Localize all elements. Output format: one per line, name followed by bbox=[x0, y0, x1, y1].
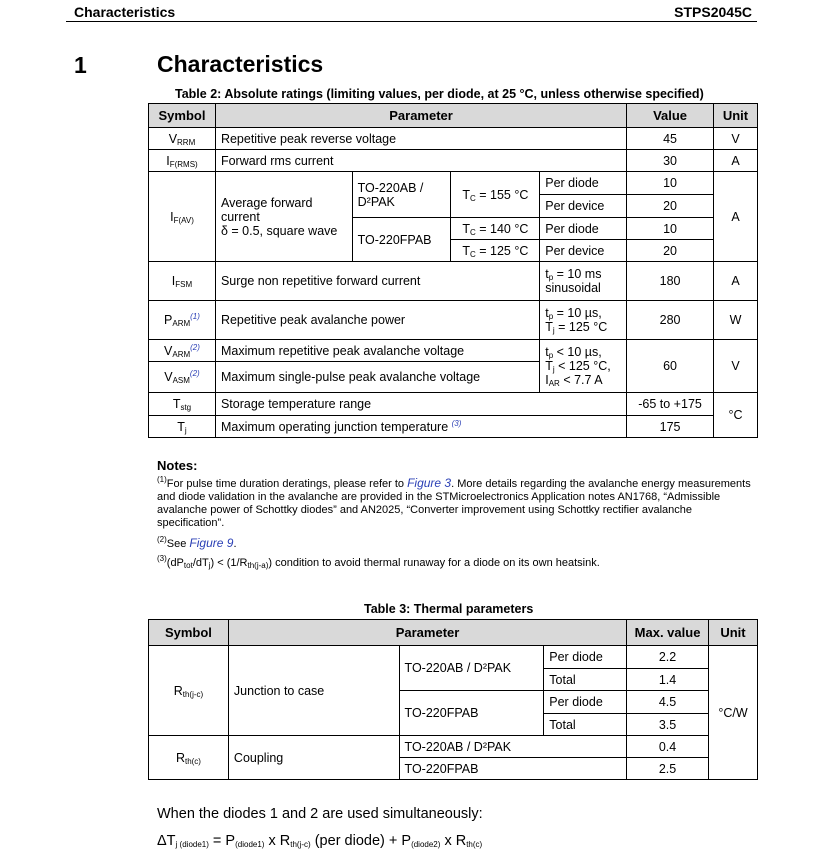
unit-ifrms: A bbox=[713, 150, 757, 172]
symbol-varm: $V_{ARM}^{(2)}$ bbox=[149, 340, 216, 362]
col-header-unit: Unit bbox=[713, 104, 757, 128]
unit-ifsm: A bbox=[713, 262, 757, 301]
package-to220fpab: TO-220FPAB bbox=[399, 691, 544, 736]
col-header-parameter: Parameter bbox=[215, 104, 626, 128]
header-rule bbox=[66, 21, 757, 22]
col-header-value: Value bbox=[627, 104, 714, 128]
value-ifrms: 30 bbox=[627, 150, 714, 172]
tc-125: $T_C = 125$ °C bbox=[451, 240, 540, 262]
table3-caption: Table 3: Thermal parameters bbox=[364, 602, 534, 616]
value-vrrm: 45 bbox=[627, 128, 714, 150]
table-row bbox=[149, 416, 758, 438]
param-ifsm: Surge non repetitive forward current bbox=[215, 262, 539, 301]
total-label: Total bbox=[544, 669, 627, 691]
value-ifav-4: 20 bbox=[627, 240, 714, 262]
unit-ifav: A bbox=[713, 172, 757, 262]
note-1: $^{(1)}$For pulse time duration deratings, please refer to Figure 3. More details regarding the avalanche energy measurements and diode validation in the avalanche are provided in the STMicroelectronics Application notes AN1768, “Admissible avalanche power of Schottky diodes” and AN2025, “Converter improvement using Schottky rectifier avalanche specification”. bbox=[157, 475, 751, 529]
per-device-label: Per device bbox=[540, 240, 627, 262]
per-diode-label: Per diode bbox=[544, 646, 627, 669]
param-varm: Maximum repetitive peak avalanche voltage bbox=[215, 340, 539, 362]
thermal-parameters-table bbox=[148, 619, 758, 780]
value-ifav-1: 10 bbox=[627, 172, 714, 195]
unit-temperature: °C bbox=[713, 393, 757, 438]
per-diode-label: Per diode bbox=[540, 218, 627, 240]
value-rthjc-4: 3.5 bbox=[627, 714, 709, 736]
table-row bbox=[149, 340, 758, 362]
figure-9-link[interactable]: Figure 9 bbox=[189, 536, 234, 550]
tc-140: $T_C = 140$ °C bbox=[451, 218, 540, 240]
package-to220ab-d2pak: TO-220AB / D²PAK bbox=[399, 736, 627, 758]
note-3: $^{(3)}(dP_{tot}/dT_j) < (1/R_{th(j-a)})$ condition to avoid thermal runaway for a diode on its own heatsink. bbox=[157, 554, 600, 570]
symbol-ifsm: $I_{FSM}$ bbox=[149, 262, 216, 301]
symbol-tstg: $T_{stg}$ bbox=[149, 393, 216, 416]
table-row bbox=[149, 128, 758, 150]
table2-caption: Table 2: Absolute ratings (limiting values, per diode, at 25 °C, unless otherwise specified) bbox=[175, 87, 704, 101]
col-header-unit: Unit bbox=[708, 620, 757, 646]
col-header-max-value: Max. value bbox=[627, 620, 709, 646]
table-row bbox=[149, 262, 758, 301]
param-vasm: Maximum single-pulse peak avalanche voltage bbox=[215, 362, 539, 393]
value-rthc-1: 0.4 bbox=[627, 736, 709, 758]
package-to220fpab: TO-220FPAB bbox=[352, 218, 451, 262]
col-header-symbol: Symbol bbox=[149, 104, 216, 128]
value-ifav-3: 10 bbox=[627, 218, 714, 240]
figure-3-link[interactable]: Figure 3 bbox=[407, 476, 452, 490]
section-title: Characteristics bbox=[157, 51, 324, 77]
value-avalanche-voltage: 60 bbox=[627, 340, 714, 393]
value-tstg: -65 to +175 bbox=[627, 393, 714, 416]
value-rthc-2: 2.5 bbox=[627, 758, 709, 780]
table-row bbox=[149, 301, 758, 340]
notes-title: Notes: bbox=[157, 458, 198, 473]
package-to220ab-d2pak: TO-220AB / D²PAK bbox=[399, 646, 544, 691]
unit-thermal: °C/W bbox=[708, 646, 757, 780]
param-parm: Repetitive peak avalanche power bbox=[215, 301, 539, 340]
formula-equation: $\Delta T_{j (diode1)} = P_{(diode1)}$ x $R_{th(j-c)}$ (per diode) + $P_{(diode2)}$ x $R_{th(c)}$ bbox=[157, 833, 483, 849]
section-number: 1 bbox=[74, 52, 87, 78]
running-header-left: Characteristics bbox=[74, 4, 176, 20]
tc-155: $T_C = 155$ °C bbox=[451, 172, 540, 218]
cond-ifsm: $t_p = 10$ ms sinusoidal bbox=[540, 262, 627, 301]
symbol-ifav: $I_{F(AV)}$ bbox=[149, 172, 216, 262]
package-to220ab-d2pak: TO-220AB / D²PAK bbox=[352, 172, 451, 218]
note-2: $^{(2)}$See Figure 9. bbox=[157, 535, 237, 550]
param-ifrms: Forward rms current bbox=[215, 150, 626, 172]
param-rthjc: Junction to case bbox=[228, 646, 399, 736]
cond-avalanche-voltage: $t_p < 10$ µs, $T_j < 125$ °C, $I_{AR} < 7.7$ A bbox=[540, 340, 627, 393]
value-rthjc-2: 1.4 bbox=[627, 669, 709, 691]
absolute-ratings-table bbox=[148, 103, 758, 438]
value-parm: 280 bbox=[627, 301, 714, 340]
formula-intro: When the diodes 1 and 2 are used simultaneously: bbox=[157, 806, 483, 822]
table-row bbox=[149, 172, 758, 195]
package-to220fpab: TO-220FPAB bbox=[399, 758, 627, 780]
param-tstg: Storage temperature range bbox=[215, 393, 626, 416]
unit-parm: W bbox=[713, 301, 757, 340]
table-row bbox=[149, 646, 758, 669]
table-row bbox=[149, 150, 758, 172]
value-tj: 175 bbox=[627, 416, 714, 438]
per-diode-label: Per diode bbox=[540, 172, 627, 195]
symbol-rthc: $R_{th(c)}$ bbox=[149, 736, 229, 780]
col-header-symbol: Symbol bbox=[149, 620, 229, 646]
per-device-label: Per device bbox=[540, 195, 627, 218]
param-tj: Maximum operating junction temperature $^{(3)}$ bbox=[215, 416, 626, 438]
value-rthjc-3: 4.5 bbox=[627, 691, 709, 714]
symbol-tj: $T_j$ bbox=[149, 416, 216, 438]
table-row bbox=[149, 393, 758, 416]
param-vrrm: Repetitive peak reverse voltage bbox=[215, 128, 626, 150]
symbol-vasm: $V_{ASM}^{(2)}$ bbox=[149, 362, 216, 393]
cond-parm: $t_p = 10$ µs, $T_j = 125$ °C bbox=[540, 301, 627, 340]
table-row bbox=[149, 736, 758, 758]
value-rthjc-1: 2.2 bbox=[627, 646, 709, 669]
total-label: Total bbox=[544, 714, 627, 736]
unit-avalanche-voltage: V bbox=[713, 340, 757, 393]
per-diode-label: Per diode bbox=[544, 691, 627, 714]
running-header-right: STPS2045C bbox=[674, 4, 752, 20]
symbol-parm: $P_{ARM}^{(1)}$ bbox=[149, 301, 216, 340]
col-header-parameter: Parameter bbox=[228, 620, 626, 646]
value-ifav-2: 20 bbox=[627, 195, 714, 218]
symbol-ifrms: $I_{F(RMS)}$ bbox=[149, 150, 216, 172]
symbol-vrrm: $V_{RRM}$ bbox=[149, 128, 216, 150]
unit-vrrm: V bbox=[713, 128, 757, 150]
value-ifsm: 180 bbox=[627, 262, 714, 301]
param-ifav: Average forward current δ = 0.5, square wave bbox=[215, 172, 352, 262]
param-rthc: Coupling bbox=[228, 736, 399, 780]
symbol-rthjc: $R_{th(j-c)}$ bbox=[149, 646, 229, 736]
